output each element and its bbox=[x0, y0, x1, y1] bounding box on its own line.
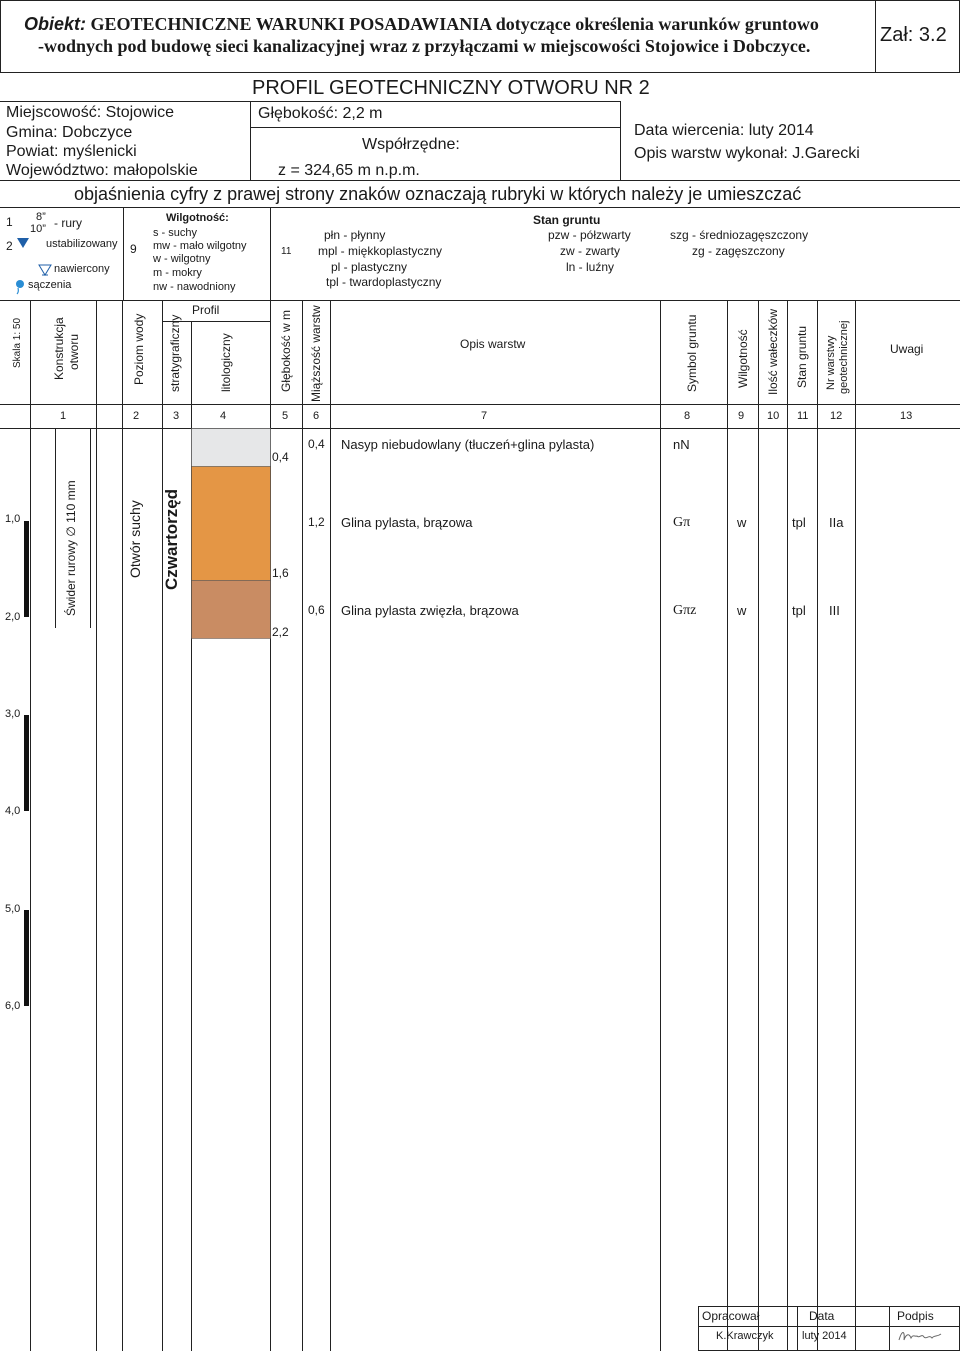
col-opis-warstw: Opis warstw bbox=[460, 337, 526, 351]
col-ilosc-waleczkow: Ilość wałeczków bbox=[766, 308, 780, 395]
footer-data: Data bbox=[809, 1309, 835, 1323]
powiat: Powiat: myślenicki bbox=[6, 143, 137, 160]
zal-number: Zał: 3.2 bbox=[880, 24, 947, 46]
legend-num-1: 1 bbox=[6, 215, 13, 229]
wilgotnosc-item: w - wilgotny bbox=[153, 253, 211, 265]
col-skala: Skala 1: 50 bbox=[12, 317, 23, 368]
layer-symbol: Gπ bbox=[673, 515, 691, 530]
rury-label: - rury bbox=[54, 216, 82, 230]
stan-item: zw - zwarty bbox=[560, 244, 620, 258]
stan-item: pl - plastyczny bbox=[331, 260, 408, 274]
wilgotnosc-item: m - mokry bbox=[153, 267, 202, 279]
layer-description: Nasyp niebudowlany (tłuczeń+glina pylasta) bbox=[341, 437, 595, 452]
layer-wilgotnosc: w bbox=[737, 515, 747, 530]
footer-date: luty 2014 bbox=[802, 1330, 847, 1342]
rury-denominator: 10” bbox=[30, 223, 46, 235]
col-number: 12 bbox=[830, 410, 843, 422]
scale-bar-5 bbox=[24, 910, 29, 1006]
legend-num-9: 9 bbox=[130, 242, 137, 256]
water-level-stable-icon bbox=[16, 237, 30, 249]
col-glebokosc: Głębokość w m bbox=[279, 309, 293, 392]
saczenia-label: sączenia bbox=[28, 279, 72, 291]
stan-item: tpl - twardoplastyczny bbox=[326, 275, 442, 289]
rury-numerator: 8” bbox=[36, 211, 46, 223]
header-line-1 bbox=[24, 14, 819, 35]
col-number: 10 bbox=[767, 410, 780, 422]
profile-title: PROFIL GEOTECHNICZNY OTWORU NR 2 bbox=[252, 77, 650, 99]
col-number: 11 bbox=[797, 410, 809, 422]
z-coordinate: z = 324,65 m n.p.m. bbox=[278, 162, 420, 179]
scale-mark: 5,0 bbox=[5, 903, 21, 915]
scale-mark: 4,0 bbox=[5, 805, 21, 817]
wilgotnosc-item: s - suchy bbox=[153, 227, 198, 239]
layer-nr: IIa bbox=[829, 515, 844, 530]
obiekt-text-1: GEOTECHNICZNE WARUNKI POSADAWIANIA dotyczące określenia warunków gruntowo bbox=[90, 14, 819, 34]
wspolrzedne: Współrzędne: bbox=[362, 136, 460, 153]
scale-mark: 1,0 bbox=[5, 513, 21, 525]
glebokosc-info: Głębokość: 2,2 m bbox=[258, 105, 383, 122]
stan-item: płn - płynny bbox=[324, 228, 386, 242]
wilgotnosc-title: Wilgotność: bbox=[166, 212, 229, 224]
layer-fill-3 bbox=[192, 581, 271, 639]
col-number: 9 bbox=[738, 410, 745, 422]
legend-num-11: 11 bbox=[281, 246, 292, 257]
obiekt-text-2: -wodnych pod budowę sieci kanalizacyjnej wraz z przyłączami w miejscowości Stojowice i Dobczyce. bbox=[38, 36, 811, 56]
col-symbol-gruntu: Symbol gruntu bbox=[685, 314, 699, 392]
layer-fill-2 bbox=[192, 467, 271, 581]
stan-item: ln - luźny bbox=[566, 260, 615, 274]
layer-symbol: nN bbox=[673, 437, 690, 452]
col-number: 5 bbox=[282, 410, 289, 422]
wojewodztwo: Województwo: małopolskie bbox=[6, 162, 198, 179]
stan-item: szg - średniozagęszczony bbox=[670, 228, 809, 242]
col-litologiczny: litologiczny bbox=[219, 333, 233, 392]
layer-symbol: Gπz bbox=[673, 603, 697, 618]
wilgotnosc-item: mw - mało wilgotny bbox=[153, 240, 247, 252]
scale-mark: 3,0 bbox=[5, 708, 21, 720]
layer-fill-1 bbox=[192, 429, 271, 467]
col-stratygraficzny: stratygraficzny bbox=[168, 314, 182, 392]
col-poziom-wody: Poziom wody bbox=[132, 313, 146, 385]
obiekt-label: Obiekt: bbox=[24, 14, 87, 34]
wilgotnosc-item: nw - nawodniony bbox=[153, 281, 236, 293]
gmina: Gmina: Dobczyce bbox=[6, 124, 133, 141]
scale-bar-3 bbox=[24, 715, 29, 811]
layer-thickness: 0,4 bbox=[308, 437, 325, 451]
layer-stan: tpl bbox=[792, 603, 806, 618]
layer-depth: 1,6 bbox=[272, 566, 289, 580]
layer-stan: tpl bbox=[792, 515, 806, 530]
water-level-drilled-icon bbox=[38, 264, 52, 276]
col-miazszosc: Miąższość warstw bbox=[309, 305, 323, 402]
col-stan-gruntu: Stan gruntu bbox=[795, 325, 809, 388]
explanation-line: objaśnienia cyfry z prawej strony znaków oznaczają rubryki w których należy je umieszczać bbox=[74, 184, 802, 204]
layer-description: Glina pylasta zwięzła, brązowa bbox=[341, 603, 519, 618]
col-number: 1 bbox=[60, 410, 67, 422]
col-number: 2 bbox=[133, 410, 140, 422]
miejscowosc: Miejscowość: Stojowice bbox=[6, 104, 175, 121]
layer-thickness: 1,2 bbox=[308, 515, 325, 529]
layer-depth: 0,4 bbox=[272, 450, 289, 464]
data-wiercenia: Data wiercenia: luty 2014 bbox=[634, 122, 814, 139]
stan-gruntu-title: Stan gruntu bbox=[533, 213, 601, 227]
col-number: 6 bbox=[313, 410, 320, 422]
col-geotechnicznej: geotechnicznej bbox=[838, 320, 850, 394]
footer-podpis: Podpis bbox=[897, 1309, 934, 1323]
col-number: 7 bbox=[481, 410, 488, 422]
col-wilgotnosc: Wilgotność bbox=[736, 329, 750, 388]
stan-item: pzw - półzwarty bbox=[548, 228, 631, 242]
signature-image bbox=[896, 1328, 944, 1346]
col-number: 13 bbox=[900, 410, 913, 422]
scale-bar-1 bbox=[24, 521, 29, 617]
col-number: 8 bbox=[684, 410, 691, 422]
swider-rurowy-label: Świder rurowy ∅ 110 mm bbox=[64, 480, 78, 616]
col-nr-warstwy: Nr warstwy bbox=[825, 335, 837, 390]
layer-thickness: 0,6 bbox=[308, 603, 325, 617]
nawiercony-label: nawiercony bbox=[54, 263, 110, 275]
ustabilizowany-label: ustabilizowany bbox=[46, 238, 118, 250]
col-profil: Profil bbox=[192, 303, 220, 317]
col-number: 3 bbox=[173, 410, 180, 422]
layer-wilgotnosc: w bbox=[737, 603, 747, 618]
col-uwagi: Uwagi bbox=[890, 342, 924, 356]
stan-item: zg - zagęszczony bbox=[692, 244, 785, 258]
layer-description: Glina pylasta, brązowa bbox=[341, 515, 473, 530]
scale-mark: 2,0 bbox=[5, 611, 21, 623]
col-number: 4 bbox=[220, 410, 227, 422]
col-konstrukcja: Konstrukcja bbox=[52, 317, 66, 380]
czwartorzed-label: Czwartorzęd bbox=[162, 488, 181, 590]
footer-name: K.Krawczyk bbox=[716, 1330, 774, 1342]
scale-mark: 6,0 bbox=[5, 1000, 21, 1012]
stan-item: mpl - miękkoplastyczny bbox=[318, 244, 443, 258]
col-konstrukcja-otworu: otworu bbox=[67, 333, 81, 370]
layer-depth: 2,2 bbox=[272, 625, 289, 639]
opis-wykonal: Opis warstw wykonał: J.Garecki bbox=[634, 145, 860, 162]
legend-num-2: 2 bbox=[6, 239, 13, 253]
otwor-suchy-label: Otwór suchy bbox=[127, 500, 143, 578]
layer-nr: III bbox=[829, 603, 840, 618]
seepage-drop-icon bbox=[15, 279, 25, 295]
footer-opracowal: Opracował bbox=[702, 1309, 760, 1323]
